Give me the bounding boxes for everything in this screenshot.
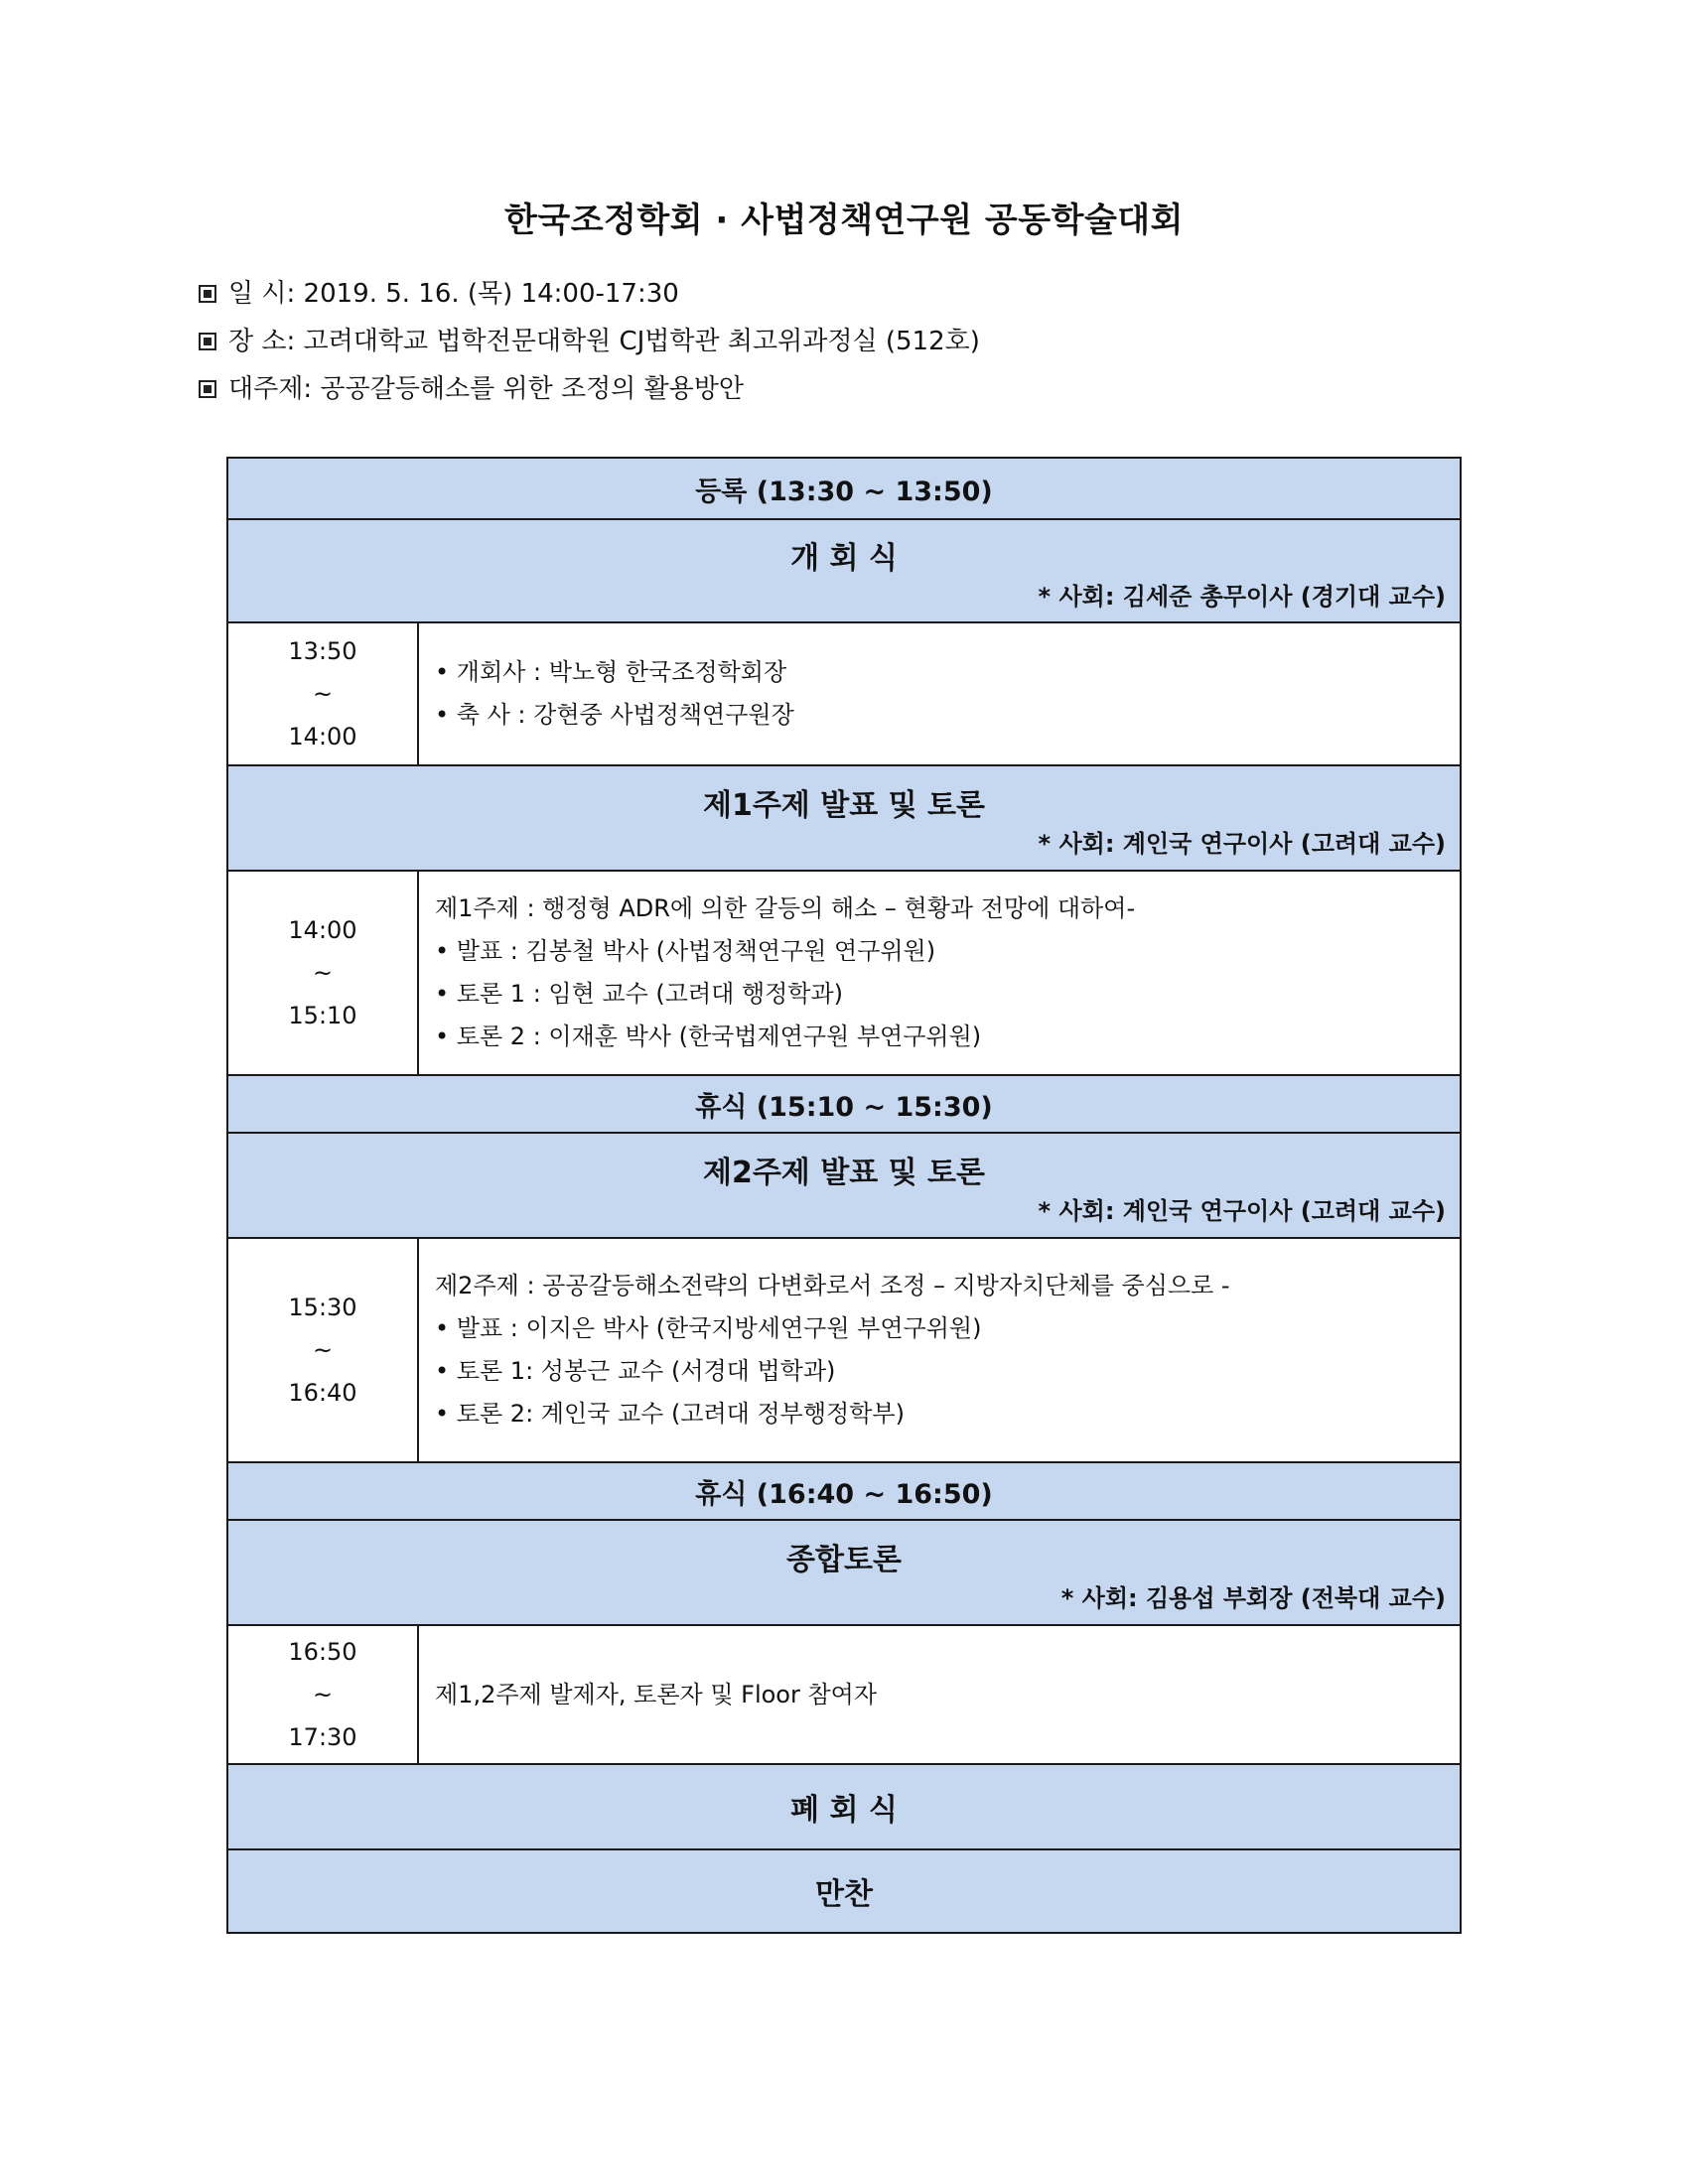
- info-theme-value: 공공갈등해소를 위한 조정의 활용방안: [320, 374, 745, 404]
- registration-header: 등록 (13:30 ~ 13:50): [227, 458, 1461, 519]
- info-date-value: 2019. 5. 16. (목) 14:00-17:30: [303, 279, 679, 309]
- info-place: [199, 318, 980, 365]
- time-end: 16:40: [288, 1378, 357, 1407]
- list-item: • 발표 : 이지은 박사 (한국지방세연구원 부연구위원): [435, 1307, 1460, 1350]
- schedule-table: [226, 457, 1462, 1934]
- general-header: [227, 1520, 1461, 1625]
- dinner-row: [227, 1849, 1461, 1933]
- session1-content: [418, 871, 1461, 1075]
- square-bullet-icon: [199, 285, 216, 303]
- info-place-label: 장 소:: [228, 327, 296, 356]
- session2-host: * 사회: 계인국 연구이사 (고려대 교수): [1038, 1196, 1446, 1225]
- general-row: [227, 1625, 1461, 1764]
- list-item: • 토론 1: 성봉근 교수 (서경대 법학과): [435, 1350, 1460, 1393]
- info-date-label: 일 시:: [228, 279, 296, 309]
- list-item: • 토론 2 : 이재훈 박사 (한국법제연구원 부연구위원): [435, 1016, 1460, 1058]
- closing-row: [227, 1764, 1461, 1849]
- opening-row: [227, 622, 1461, 765]
- page-title: 한국조정학회 · 사법정책연구원 공동학술대회: [504, 201, 1184, 240]
- dinner-header: 만찬: [227, 1849, 1461, 1933]
- time-start: 16:50: [288, 1637, 357, 1666]
- list-item: • 토론 2: 계인국 교수 (고려대 정부행정학부): [435, 1393, 1460, 1435]
- time-sep: ~: [312, 679, 334, 708]
- opening-host: * 사회: 김세준 총무이사 (경기대 교수): [1038, 582, 1446, 611]
- time-sep: ~: [312, 1680, 334, 1708]
- closing-header: 폐 회 식: [227, 1764, 1461, 1849]
- session2-header: [227, 1133, 1461, 1238]
- session1-title: 제1주제 발표 및 토론: [702, 787, 986, 823]
- list-item: • 개회사 : 박노형 한국조정학회장: [435, 651, 1460, 694]
- general-time: [227, 1625, 418, 1764]
- info-date: [199, 270, 980, 318]
- session1-topic: 제1주제 : 행정형 ADR에 의한 갈등의 해소 – 현황과 전망에 대하여-: [435, 894, 1136, 922]
- info-place-value: 고려대학교 법학전문대학원 CJ법학관 최고위과정실 (512호): [303, 327, 980, 356]
- time-end: 14:00: [288, 722, 357, 751]
- session2-topic: 제2주제 : 공공갈등해소전략의 다변화로서 조정 – 지방자치단체를 중심으로 -: [435, 1272, 1230, 1299]
- time-start: 15:30: [288, 1293, 357, 1321]
- square-bullet-icon: [199, 333, 216, 350]
- opening-time: [227, 622, 418, 765]
- time-end: 15:10: [288, 1001, 357, 1029]
- session2-content: [418, 1238, 1461, 1462]
- break2-row: [227, 1462, 1461, 1520]
- time-sep: ~: [312, 1335, 334, 1364]
- session1-host: * 사회: 계인국 연구이사 (고려대 교수): [1038, 829, 1446, 858]
- break2-header: 휴식 (16:40 ~ 16:50): [227, 1462, 1461, 1520]
- session1-row: [227, 871, 1461, 1075]
- general-content: 제1,2주제 발제자, 토론자 및 Floor 참여자: [418, 1625, 1461, 1764]
- break1-row: [227, 1075, 1461, 1133]
- session1-time: [227, 871, 418, 1075]
- time-start: 13:50: [288, 636, 357, 665]
- session2-header-row: [227, 1133, 1461, 1238]
- info-theme-label: 대주제:: [228, 374, 313, 404]
- opening-header: [227, 519, 1461, 622]
- general-header-row: [227, 1520, 1461, 1625]
- registration-row: [227, 458, 1461, 519]
- info-theme: [199, 365, 980, 413]
- break1-header: 휴식 (15:10 ~ 15:30): [227, 1075, 1461, 1133]
- general-host: * 사회: 김용섭 부회장 (전북대 교수): [1060, 1583, 1446, 1612]
- opening-header-row: [227, 519, 1461, 622]
- time-sep: ~: [312, 958, 334, 987]
- session2-time: [227, 1238, 418, 1462]
- session2-row: [227, 1238, 1461, 1462]
- session1-header-row: [227, 765, 1461, 871]
- time-start: 14:00: [288, 915, 357, 944]
- session1-header: [227, 765, 1461, 871]
- session2-title: 제2주제 발표 및 토론: [702, 1155, 986, 1190]
- opening-title: 개 회 식: [790, 540, 898, 576]
- time-end: 17:30: [288, 1722, 357, 1751]
- general-title: 종합토론: [786, 1542, 902, 1577]
- list-item: • 발표 : 김봉철 박사 (사법정책연구원 연구위원): [435, 930, 1460, 973]
- square-bullet-icon: [199, 380, 216, 398]
- opening-content: [418, 622, 1461, 765]
- event-info: [199, 270, 980, 413]
- list-item: • 축 사 : 강현중 사법정책연구원장: [435, 694, 1460, 737]
- list-item: • 토론 1 : 임현 교수 (고려대 행정학과): [435, 973, 1460, 1016]
